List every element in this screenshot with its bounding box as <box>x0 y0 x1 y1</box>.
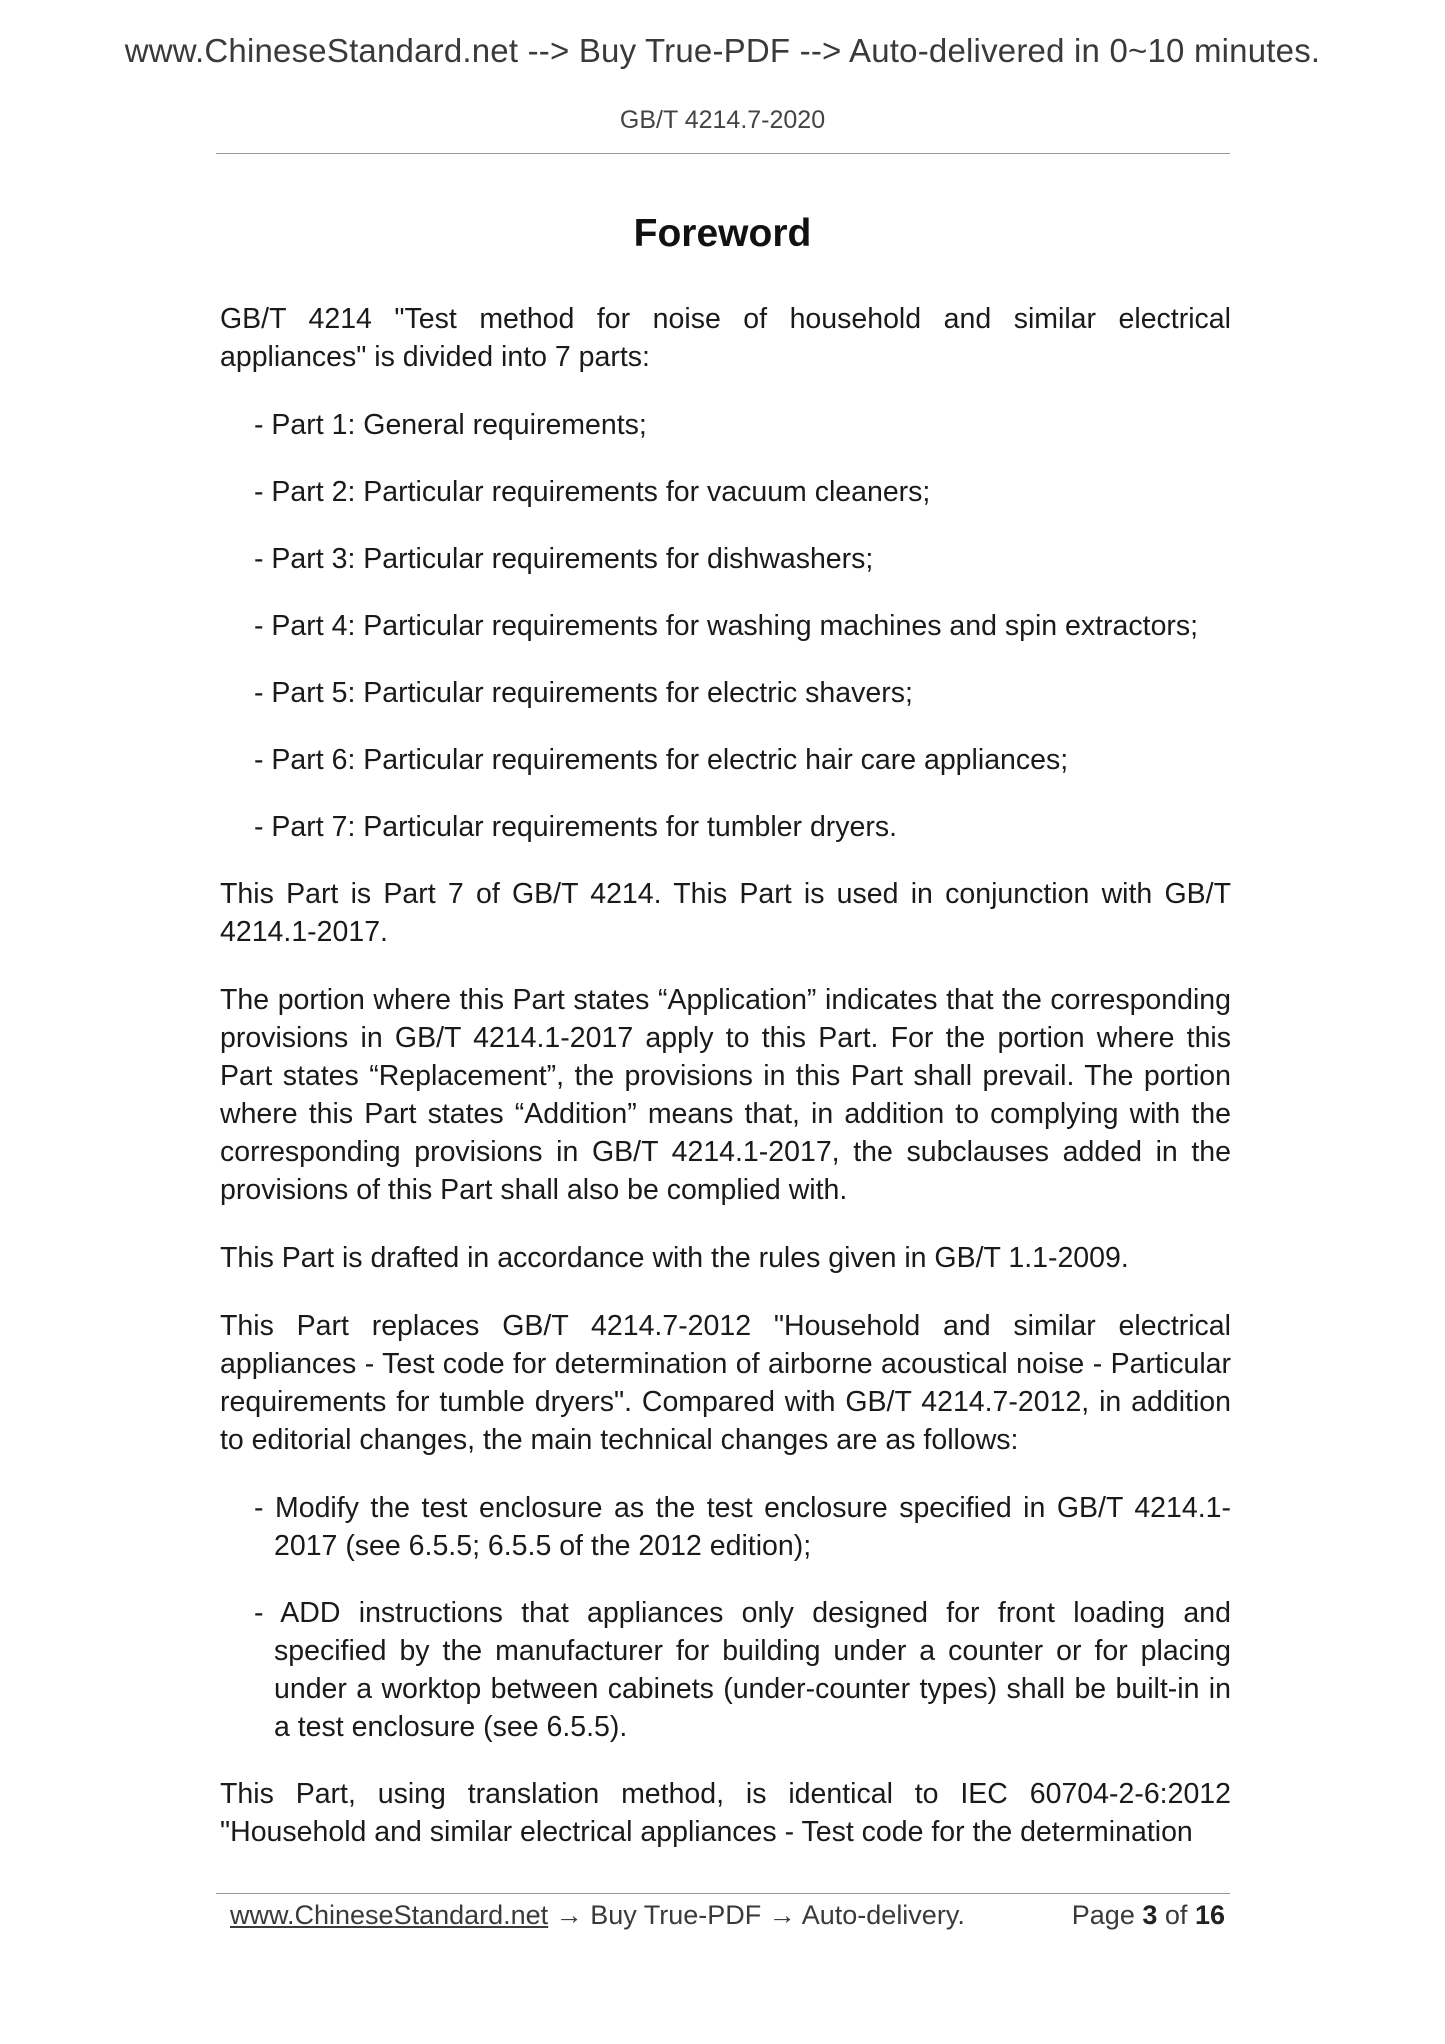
page-label: Page <box>1071 1900 1135 1930</box>
page-title: Foreword <box>633 212 812 255</box>
page-footer <box>230 1900 1225 1940</box>
list-item: - Part 5: Particular requirements for electric shavers; <box>254 677 913 709</box>
document-id: GB/T 4214.7-2020 <box>619 106 826 134</box>
identical-paragraph: This Part, using translation method, is identical to IEC 60704-2-6:2012 "Household and similar electrical appliances - Test code for the determination <box>220 1778 1231 1848</box>
page-current: 3 <box>1142 1900 1158 1930</box>
footer-promo-text: → Buy True-PDF → Auto-delivery. <box>548 1900 965 1930</box>
document-body <box>220 300 1231 1881</box>
of-label: of <box>1164 1900 1188 1930</box>
list-item: - Part 3: Particular requirements for dishwashers; <box>254 543 874 575</box>
list-item: - Part 4: Particular requirements for washing machines and spin extractors; <box>254 610 1199 642</box>
intro-paragraph: GB/T 4214 "Test method for noise of household and similar electrical appliances" is divided into 7 parts: <box>220 303 1231 373</box>
header-divider <box>216 153 1230 154</box>
drafted-paragraph: This Part is drafted in accordance with the rules given in GB/T 1.1-2009. <box>220 1242 1129 1274</box>
page-number <box>1072 1900 1225 1931</box>
list-item: - ADD instructions that appliances only designed for front loading and specified by the manufacturer for building under a counter or for placing under a worktop between cabinets (under-counter types) shall be built-in in a test enclosure (see 6.5.5). <box>254 1597 1231 1743</box>
replaces-paragraph: This Part replaces GB/T 4214.7-2012 "Household and similar electrical appliances - Test code for determination of airborne acoustical noise - Particular requirements for tumble dryers". Compared with GB/T 4214.7-2012, in addition to editorial changes, the main technical changes are as follows: <box>220 1310 1231 1456</box>
site-banner: www.ChineseStandard.net --> Buy True-PDF --> Auto-delivered in 0~10 minutes. <box>124 32 1321 69</box>
list-item: - Part 2: Particular requirements for vacuum cleaners; <box>254 476 931 508</box>
footer-promo <box>230 1900 965 1931</box>
list-item: - Part 6: Particular requirements for electric hair care appliances; <box>254 744 1069 776</box>
footer-divider <box>216 1893 1230 1894</box>
part7-paragraph: This Part is Part 7 of GB/T 4214. This Part is used in conjunction with GB/T 4214.1-2017. <box>220 878 1231 948</box>
footer-site-link[interactable]: www.ChineseStandard.net <box>230 1900 549 1930</box>
list-item: - Modify the test enclosure as the test enclosure specified in GB/T 4214.1-2017 (see 6.5.5; 6.5.5 of the 2012 edition); <box>254 1492 1231 1562</box>
list-item: - Part 7: Particular requirements for tumbler dryers. <box>254 811 898 843</box>
list-item: - Part 1: General requirements; <box>254 409 647 441</box>
application-paragraph: The portion where this Part states “Application” indicates that the corresponding provisions in GB/T 4214.1-2017 apply to this Part. For the portion where this Part states “Replacement”, the provisions in this Part shall prevail. The portion where this Part states “Addition” means that, in addition to complying with the corresponding provisions in GB/T 4214.1-2017, the subclauses added in the provisions of this Part shall also be complied with. <box>220 984 1231 1206</box>
page-total: 16 <box>1194 1900 1225 1930</box>
